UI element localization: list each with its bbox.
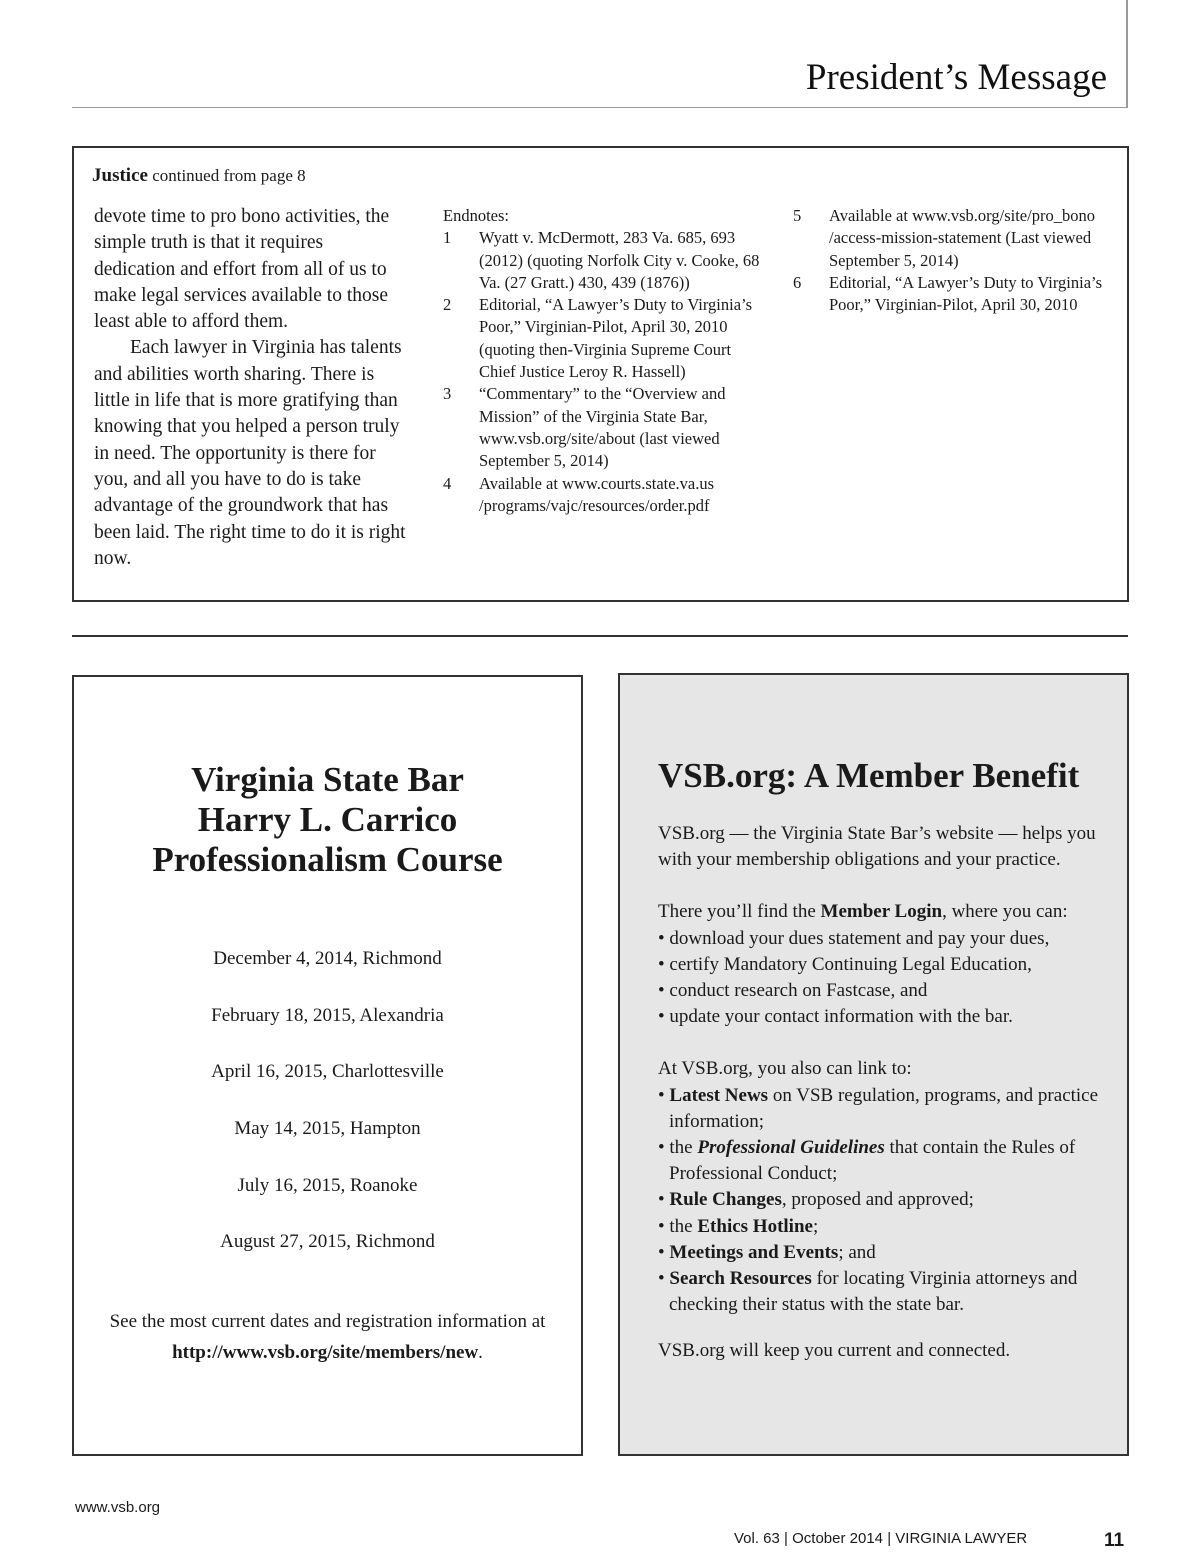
- link-post: ; and: [838, 1241, 876, 1263]
- endnotes-heading: Endnotes:: [443, 206, 509, 225]
- footer-issue: [734, 1530, 1027, 1547]
- endnote-item: [793, 272, 1105, 317]
- justice-paragraph: devote time to pro bono activities, the simple truth is that it requires dedication and effort from all of us to make legal services available to those least able to afford them.: [94, 206, 390, 333]
- justice-paragraph: Each lawyer in Virginia has talents and abilities worth sharing. There is little in life that is more gratifying than knowing that you helped a person truly in need. The opportunity is there for you, and all you have to do is take advantage of the groundwork that has been laid. The right time to do it is right now.: [94, 337, 406, 569]
- link-item: • Rule Changes, proposed and approved;: [658, 1189, 974, 1211]
- course-title-line: Professionalism Course: [152, 840, 503, 879]
- continued-line: [92, 165, 306, 187]
- footer-volume: Vol. 63: [734, 1530, 780, 1547]
- course-date: May 14, 2015, Hampton: [234, 1118, 421, 1140]
- endnote-text: Available at www.vsb.org/site/pro_bono /access-mission-statement (Last viewed September 5, 2014): [829, 206, 1095, 270]
- endnotes-column-left: [443, 205, 761, 517]
- link-item: • the Professional Guidelines that contain the Rules of Professional Conduct;: [658, 1137, 1076, 1185]
- footer-publication: VIRGINIA LAWYER: [895, 1530, 1028, 1547]
- link-item: • the Ethics Hotline;: [658, 1215, 819, 1237]
- link-post: that contain the Rules of Professional Conduct;: [669, 1137, 1076, 1185]
- header-rule: [72, 107, 1128, 108]
- course-date: August 27, 2015, Richmond: [220, 1231, 435, 1253]
- endnote-number: 4: [443, 473, 452, 493]
- vsb-benefit-title: VSB.org: A Member Benefit: [658, 756, 1080, 795]
- course-date: July 16, 2015, Roanoke: [237, 1174, 418, 1196]
- course-title-line: Harry L. Carrico: [197, 800, 458, 839]
- link-item: • Search Resources for locating Virginia attorneys and checking their status with the state bar.: [658, 1268, 1078, 1316]
- footer-separator: |: [887, 1530, 892, 1547]
- link-item: • Meetings and Events; and: [658, 1241, 876, 1263]
- registration-text: See the most current dates and registration information at: [109, 1311, 546, 1332]
- course-title: [72, 760, 583, 880]
- login-item: • certify Mandatory Continuing Legal Education,: [658, 953, 1032, 975]
- endnote-item: [443, 294, 761, 383]
- section-title: President’s Message: [805, 57, 1107, 98]
- link-intro: At VSB.org, you also can link to:: [658, 1058, 912, 1080]
- footer-separator: |: [784, 1530, 788, 1547]
- endnote-item: [443, 227, 761, 294]
- login-item-text: update your contact information with the bar.: [669, 1006, 1013, 1028]
- endnote-text: Editorial, “A Lawyer’s Duty to Virginia’s Poor,” Virginian-Pilot, April 30, 2010 (quoting then-Virginia Supreme Court Chief Justice Leroy R. Hassell): [479, 295, 753, 382]
- link-post: ;: [812, 1215, 819, 1237]
- course-dates: [72, 944, 583, 1284]
- endnote-number: 3: [443, 384, 452, 404]
- vsb-closing: VSB.org will keep you current and connected.: [658, 1340, 1011, 1362]
- link-label: Ethics Hotline: [697, 1215, 813, 1237]
- endnote-text: Editorial, “A Lawyer’s Duty to Virginia’s Poor,” Virginian-Pilot, April 30, 2010: [829, 272, 1103, 315]
- endnote-number: 5: [793, 206, 802, 225]
- login-suffix: , where you can:: [942, 901, 1068, 923]
- endnote-item: [793, 205, 1105, 272]
- course-title-line: Virginia State Bar: [191, 760, 464, 799]
- endnote-number: 6: [793, 272, 802, 292]
- course-date: December 4, 2014, Richmond: [213, 948, 442, 969]
- page-number: 11: [1104, 1530, 1125, 1551]
- footer-website[interactable]: www.vsb.org: [75, 1499, 161, 1516]
- link-item: • Latest News on VSB regulation, programs, and practice information;: [658, 1084, 1099, 1132]
- registration-period: .: [478, 1342, 483, 1363]
- link-pre: the: [669, 1137, 698, 1159]
- section-divider: [72, 635, 1128, 637]
- link-label: Meetings and Events: [669, 1241, 839, 1263]
- endnote-number: 1: [443, 228, 452, 248]
- endnotes-column-right: [793, 205, 1105, 316]
- footer-date: October 2014: [792, 1530, 884, 1547]
- login-item-text: conduct research on Fastcase, and: [669, 980, 928, 1002]
- link-label: Search Resources: [669, 1268, 812, 1290]
- login-item-text: download your dues statement and pay your dues,: [669, 927, 1050, 949]
- link-label: Rule Changes: [669, 1189, 782, 1211]
- registration-link[interactable]: http://www.vsb.org/site/members/new: [172, 1342, 479, 1363]
- member-login-line: [658, 899, 1108, 925]
- continued-heading: Justice: [92, 165, 148, 186]
- login-prefix: There you’ll find the: [658, 901, 821, 923]
- vsb-benefit-text: [658, 821, 1108, 1365]
- link-post: on VSB regulation, programs, and practice information;: [669, 1084, 1099, 1132]
- login-item: • download your dues statement and pay your dues,: [658, 927, 1050, 949]
- course-date: February 18, 2015, Alexandria: [211, 1004, 444, 1026]
- endnote-number: 2: [443, 295, 452, 315]
- endnote-item: [443, 383, 761, 472]
- link-pre: the: [669, 1215, 698, 1237]
- member-login-label: Member Login: [820, 901, 943, 923]
- page-edge-rule: [1126, 0, 1128, 108]
- login-item-text: certify Mandatory Continuing Legal Education,: [669, 953, 1032, 975]
- endnote-item: [443, 473, 761, 518]
- link-post: , proposed and approved;: [781, 1189, 974, 1211]
- vsb-intro: VSB.org — the Virginia State Bar’s website — helps you with your membership obligations and your practice.: [658, 823, 1096, 871]
- endnote-text: Wyatt v. McDermott, 283 Va. 685, 693 (2012) (quoting Norfolk City v. Cooke, 68 Va. (27 Gratt.) 430, 439 (1876)): [479, 228, 760, 292]
- login-item: • update your contact information with the bar.: [658, 1006, 1013, 1028]
- endnote-text: “Commentary” to the “Overview and Mission” of the Virginia State Bar, www.vsb.org/site/about (last viewed September 5, 2014): [479, 384, 726, 471]
- link-post: for locating Virginia attorneys and checking their status with the state bar.: [669, 1268, 1078, 1316]
- endnote-text: Available at www.courts.state.va.us /programs/vajc/resources/order.pdf: [479, 473, 715, 515]
- registration-info: [72, 1306, 583, 1368]
- link-label: Professional Guidelines: [697, 1137, 885, 1159]
- course-date: April 16, 2015, Charlottesville: [211, 1061, 444, 1083]
- login-item: • conduct research on Fastcase, and: [658, 980, 928, 1002]
- justice-body: [94, 204, 409, 572]
- continued-from: continued from page 8: [152, 166, 306, 185]
- link-label: Latest News: [669, 1084, 769, 1106]
